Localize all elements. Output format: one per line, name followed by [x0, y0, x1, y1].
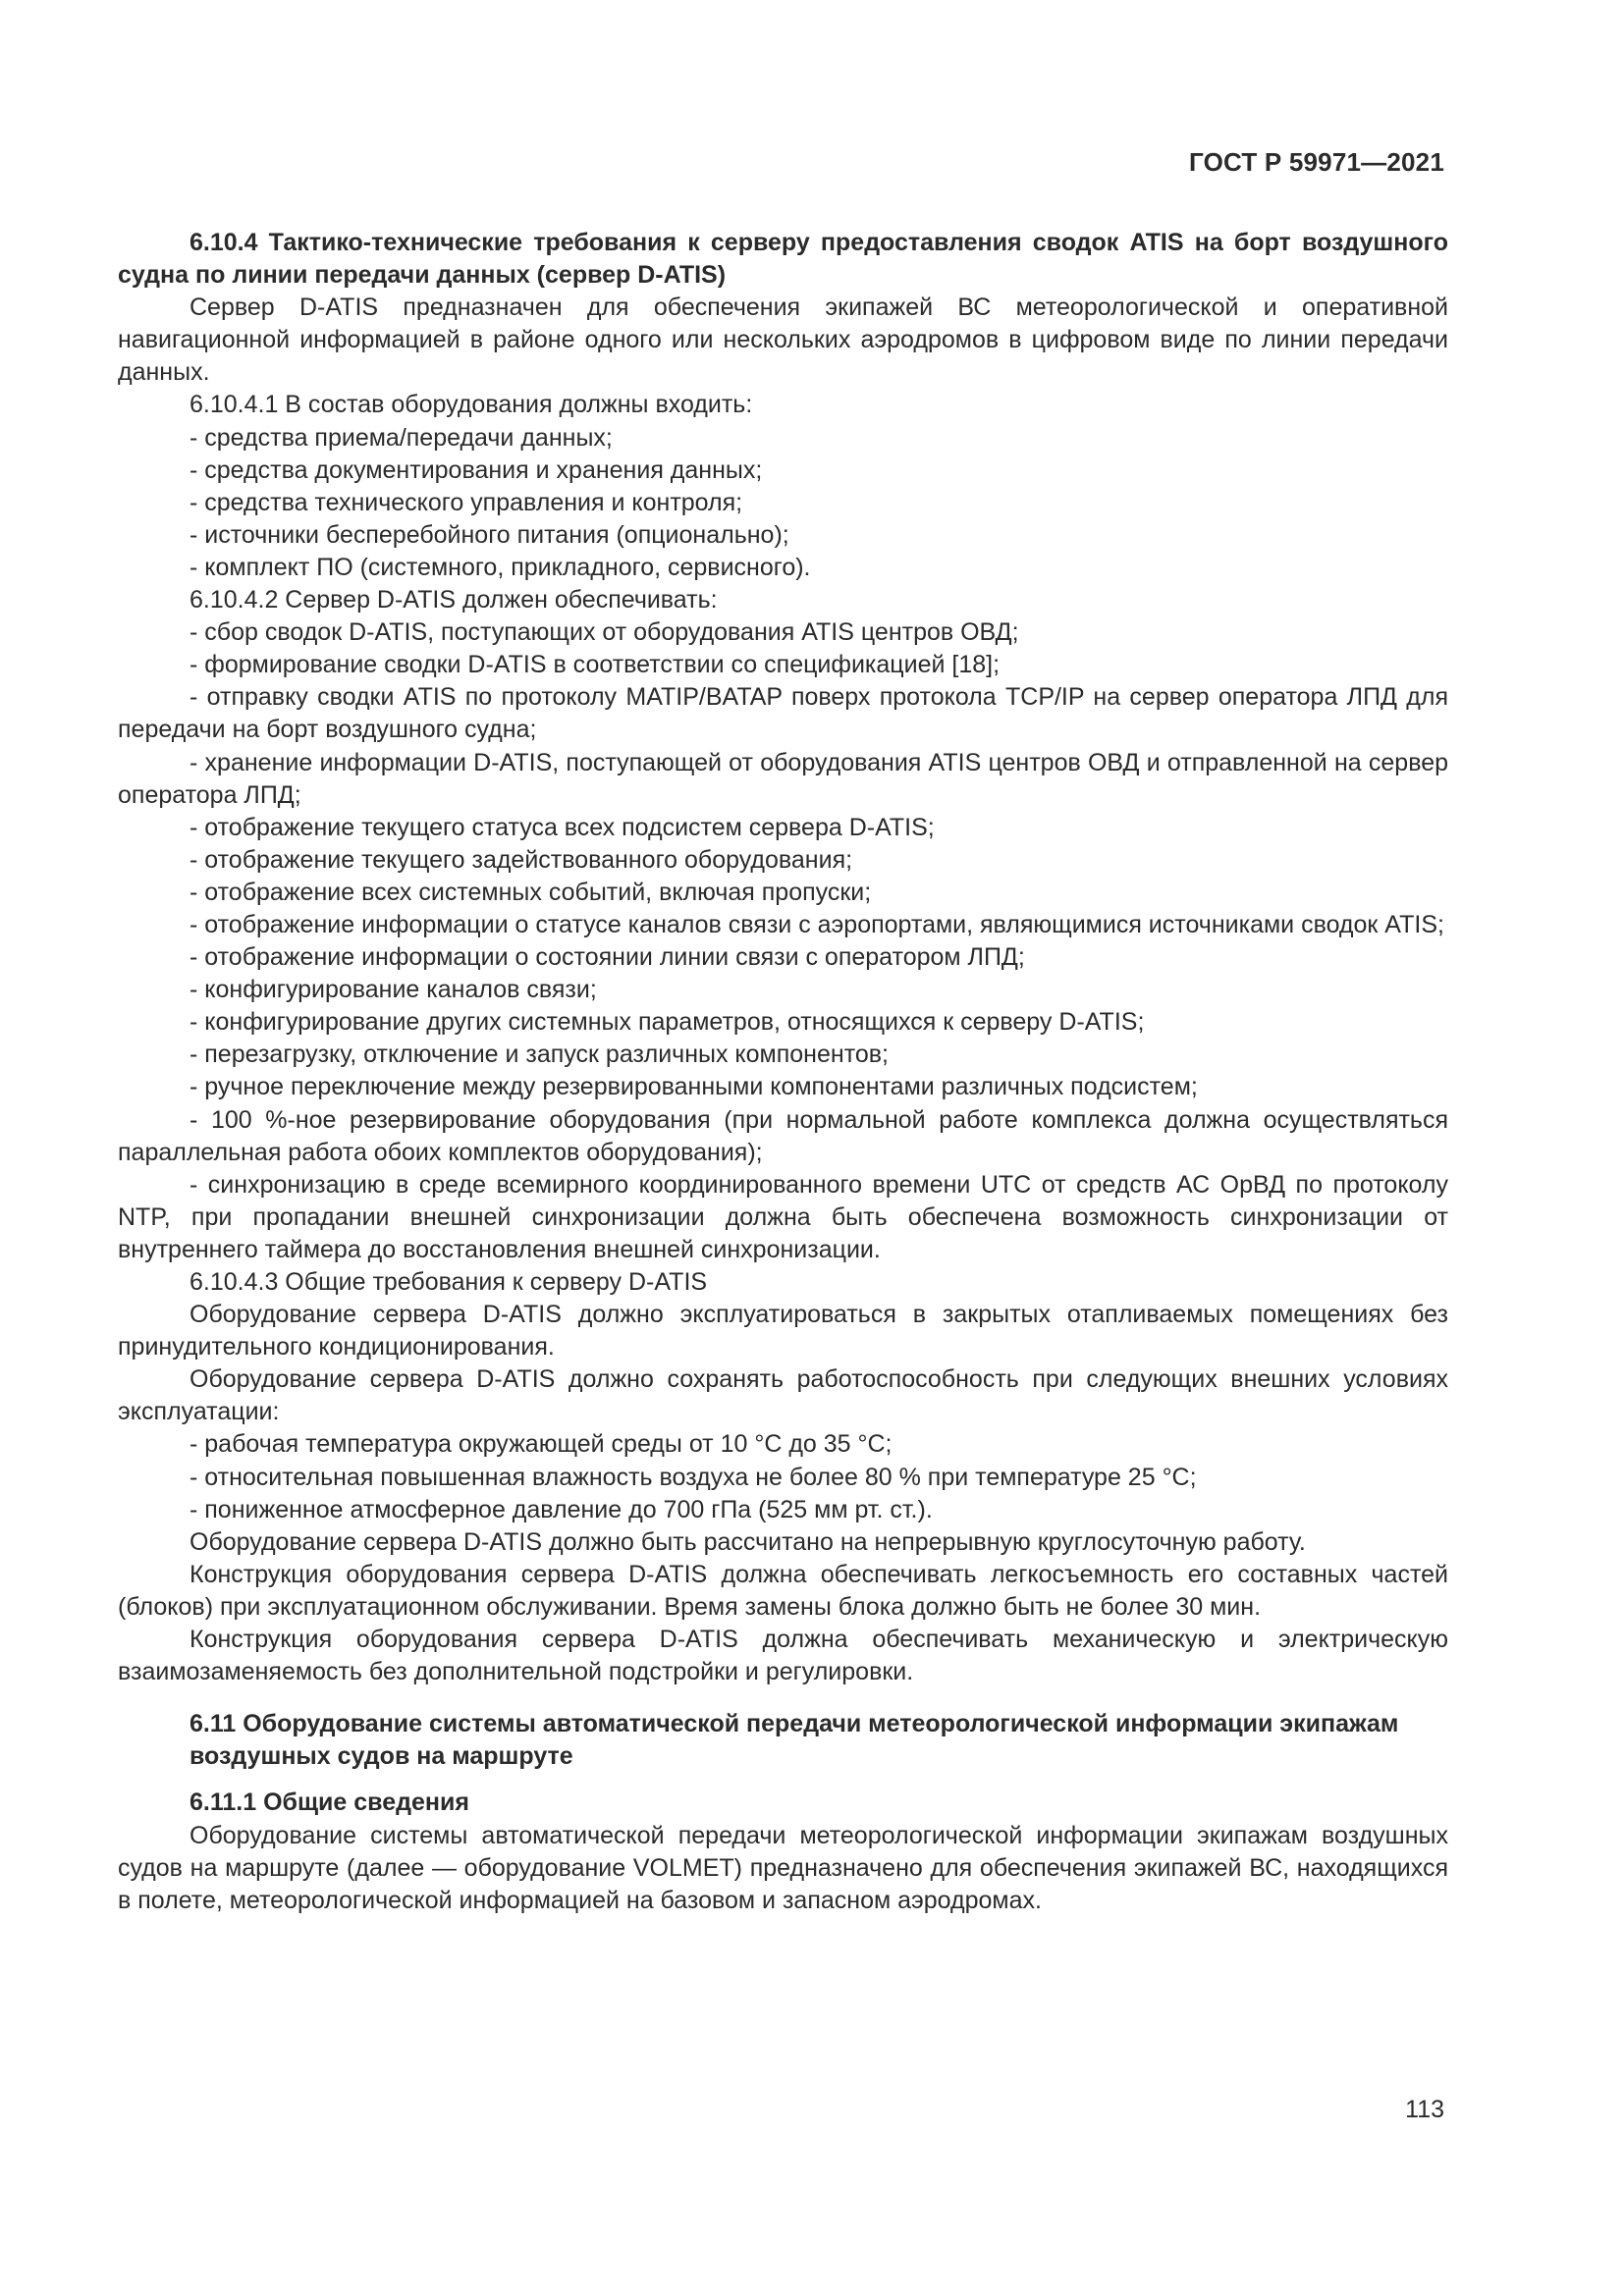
list-item: - отправку сводки ATIS по протоколу MATIP/BATAP поверх протокола TCP/IP на сервер оператора ЛПД для передачи на борт воздушного судна; — [118, 683, 1448, 744]
list-item: - сбор сводок D-ATIS, поступающих от оборудования ATIS центров ОВД; — [189, 618, 1019, 647]
paragraph: Оборудование системы автоматической передачи метеорологической информации экипажам воздушных судов на маршруте (далее — оборудование VOLMET) предназначено для обеспечения экипажей ВС, находящихся в полете, метеорологической информацией на базовом и запасном аэродромах. — [118, 1821, 1448, 1914]
paragraph: Оборудование сервера D-ATIS должно сохранять работоспособность при следующих внешних условиях эксплуатации: — [118, 1365, 1448, 1426]
list-item: - перезагрузку, отключение и запуск различных компонентов; — [189, 1041, 889, 1069]
list-item: - отображение текущего задействованного оборудования; — [189, 845, 853, 874]
list-item: - ручное переключение между резервированными компонентами различных подсистем; — [189, 1073, 1198, 1101]
list-item: - конфигурирование каналов связи; — [189, 976, 597, 1004]
paragraph: Оборудование сервера D-ATIS должно быть рассчитано на непрерывную круглосуточную работу. — [189, 1527, 1306, 1556]
paragraph: Оборудование сервера D-ATIS должно эксплуатироваться в закрытых отапливаемых помещениях без принудительного кондиционирования. — [118, 1301, 1448, 1362]
list-item: - пониженное атмосферное давление до 700 гПа (525 мм рт. ст.). — [189, 1495, 933, 1523]
list-item: - средства технического управления и контроля; — [189, 488, 743, 516]
document-body — [118, 227, 1448, 1917]
list-item: - отображение всех системных событий, включая пропуски; — [189, 878, 872, 906]
clause-title: 6.10.4.1 В состав оборудования должны входить: — [189, 391, 753, 419]
list-item: - формирование сводки D-ATIS в соответствии со спецификацией [18]; — [189, 651, 1001, 679]
clause-title: 6.10.4.3 Общие требования к серверу D-ATIS — [189, 1268, 708, 1296]
list-item: - конфигурирование других системных параметров, относящихся к серверу D-ATIS; — [189, 1008, 1145, 1037]
section-heading-6-10-4: 6.10.4 Тактико-технические требования к серверу предоставления сводок ATIS на борт воздушного судна по линии передачи данных (сервер D-ATIS) — [118, 229, 1448, 290]
list-item: - комплект ПО (системного, прикладного, сервисного). — [189, 553, 811, 581]
list-item: - рабочая температура окружающей среды от 10 °C до 35 °C; — [189, 1430, 893, 1459]
paragraph: Конструкция оборудования сервера D-ATIS должна обеспечивать механическую и электрическую взаимозаменяемость без дополнительной подстройки и регулировки. — [118, 1626, 1448, 1686]
document-header: ГОСТ Р 59971—2021 — [1189, 147, 1444, 177]
paragraph: Конструкция оборудования сервера D-ATIS должна обеспечивать легкосъемность его составных частей (блоков) при эксплуатационном обслуживании. Время замены блока должно быть не более 30 мин. — [118, 1560, 1448, 1621]
list-item: - средства приема/передачи данных; — [189, 423, 613, 452]
clause-title: 6.10.4.2 Сервер D-ATIS должен обеспечивать: — [189, 586, 718, 614]
list-item: - отображение информации о состоянии линии связи с оператором ЛПД; — [189, 943, 1025, 972]
subsection-heading-6-11-1: 6.11.1 Общие сведения — [189, 1789, 469, 1817]
list-item: - средства документирования и хранения данных; — [189, 455, 763, 484]
list-item: - 100 %-ное резервирование оборудования (при нормальной работе комплекса должна осуществляться параллельная работа обоих комплектов оборудования); — [118, 1105, 1448, 1166]
list-item: - хранение информации D-ATIS, поступающей от оборудования ATIS центров ОВД и отправленной на сервер оператора ЛПД; — [118, 748, 1448, 809]
section-heading-6-11: 6.11 Оборудование системы автоматической передачи метеорологической информации экипажам воздушных судов на маршруте — [189, 1710, 1399, 1771]
page-number: 113 — [1405, 2096, 1444, 2123]
list-item: - источники бесперебойного питания (опционально); — [189, 520, 789, 549]
list-item: - отображение текущего статуса всех подсистем сервера D-ATIS; — [189, 813, 935, 841]
list-item: - относительная повышенная влажность воздуха не более 80 % при температуре 25 °C; — [189, 1463, 1197, 1491]
list-item: - отображение информации о статусе каналов связи с аэропортами, являющимися источниками сводок ATIS; — [189, 910, 1444, 938]
paragraph: Сервер D-ATIS предназначен для обеспечения экипажей ВС метеорологической и оперативной навигационной информацией в районе одного или нескольких аэродромов в цифровом виде по линии передачи данных. — [118, 294, 1448, 387]
list-item: - синхронизацию в среде всемирного координированного времени UTC от средств АС ОрВД по протоколу NTP, при пропадании внешней синхронизации должна быть обеспечена возможность синхронизации от внутреннего таймера до восстановления внешней синхронизации. — [118, 1170, 1448, 1263]
